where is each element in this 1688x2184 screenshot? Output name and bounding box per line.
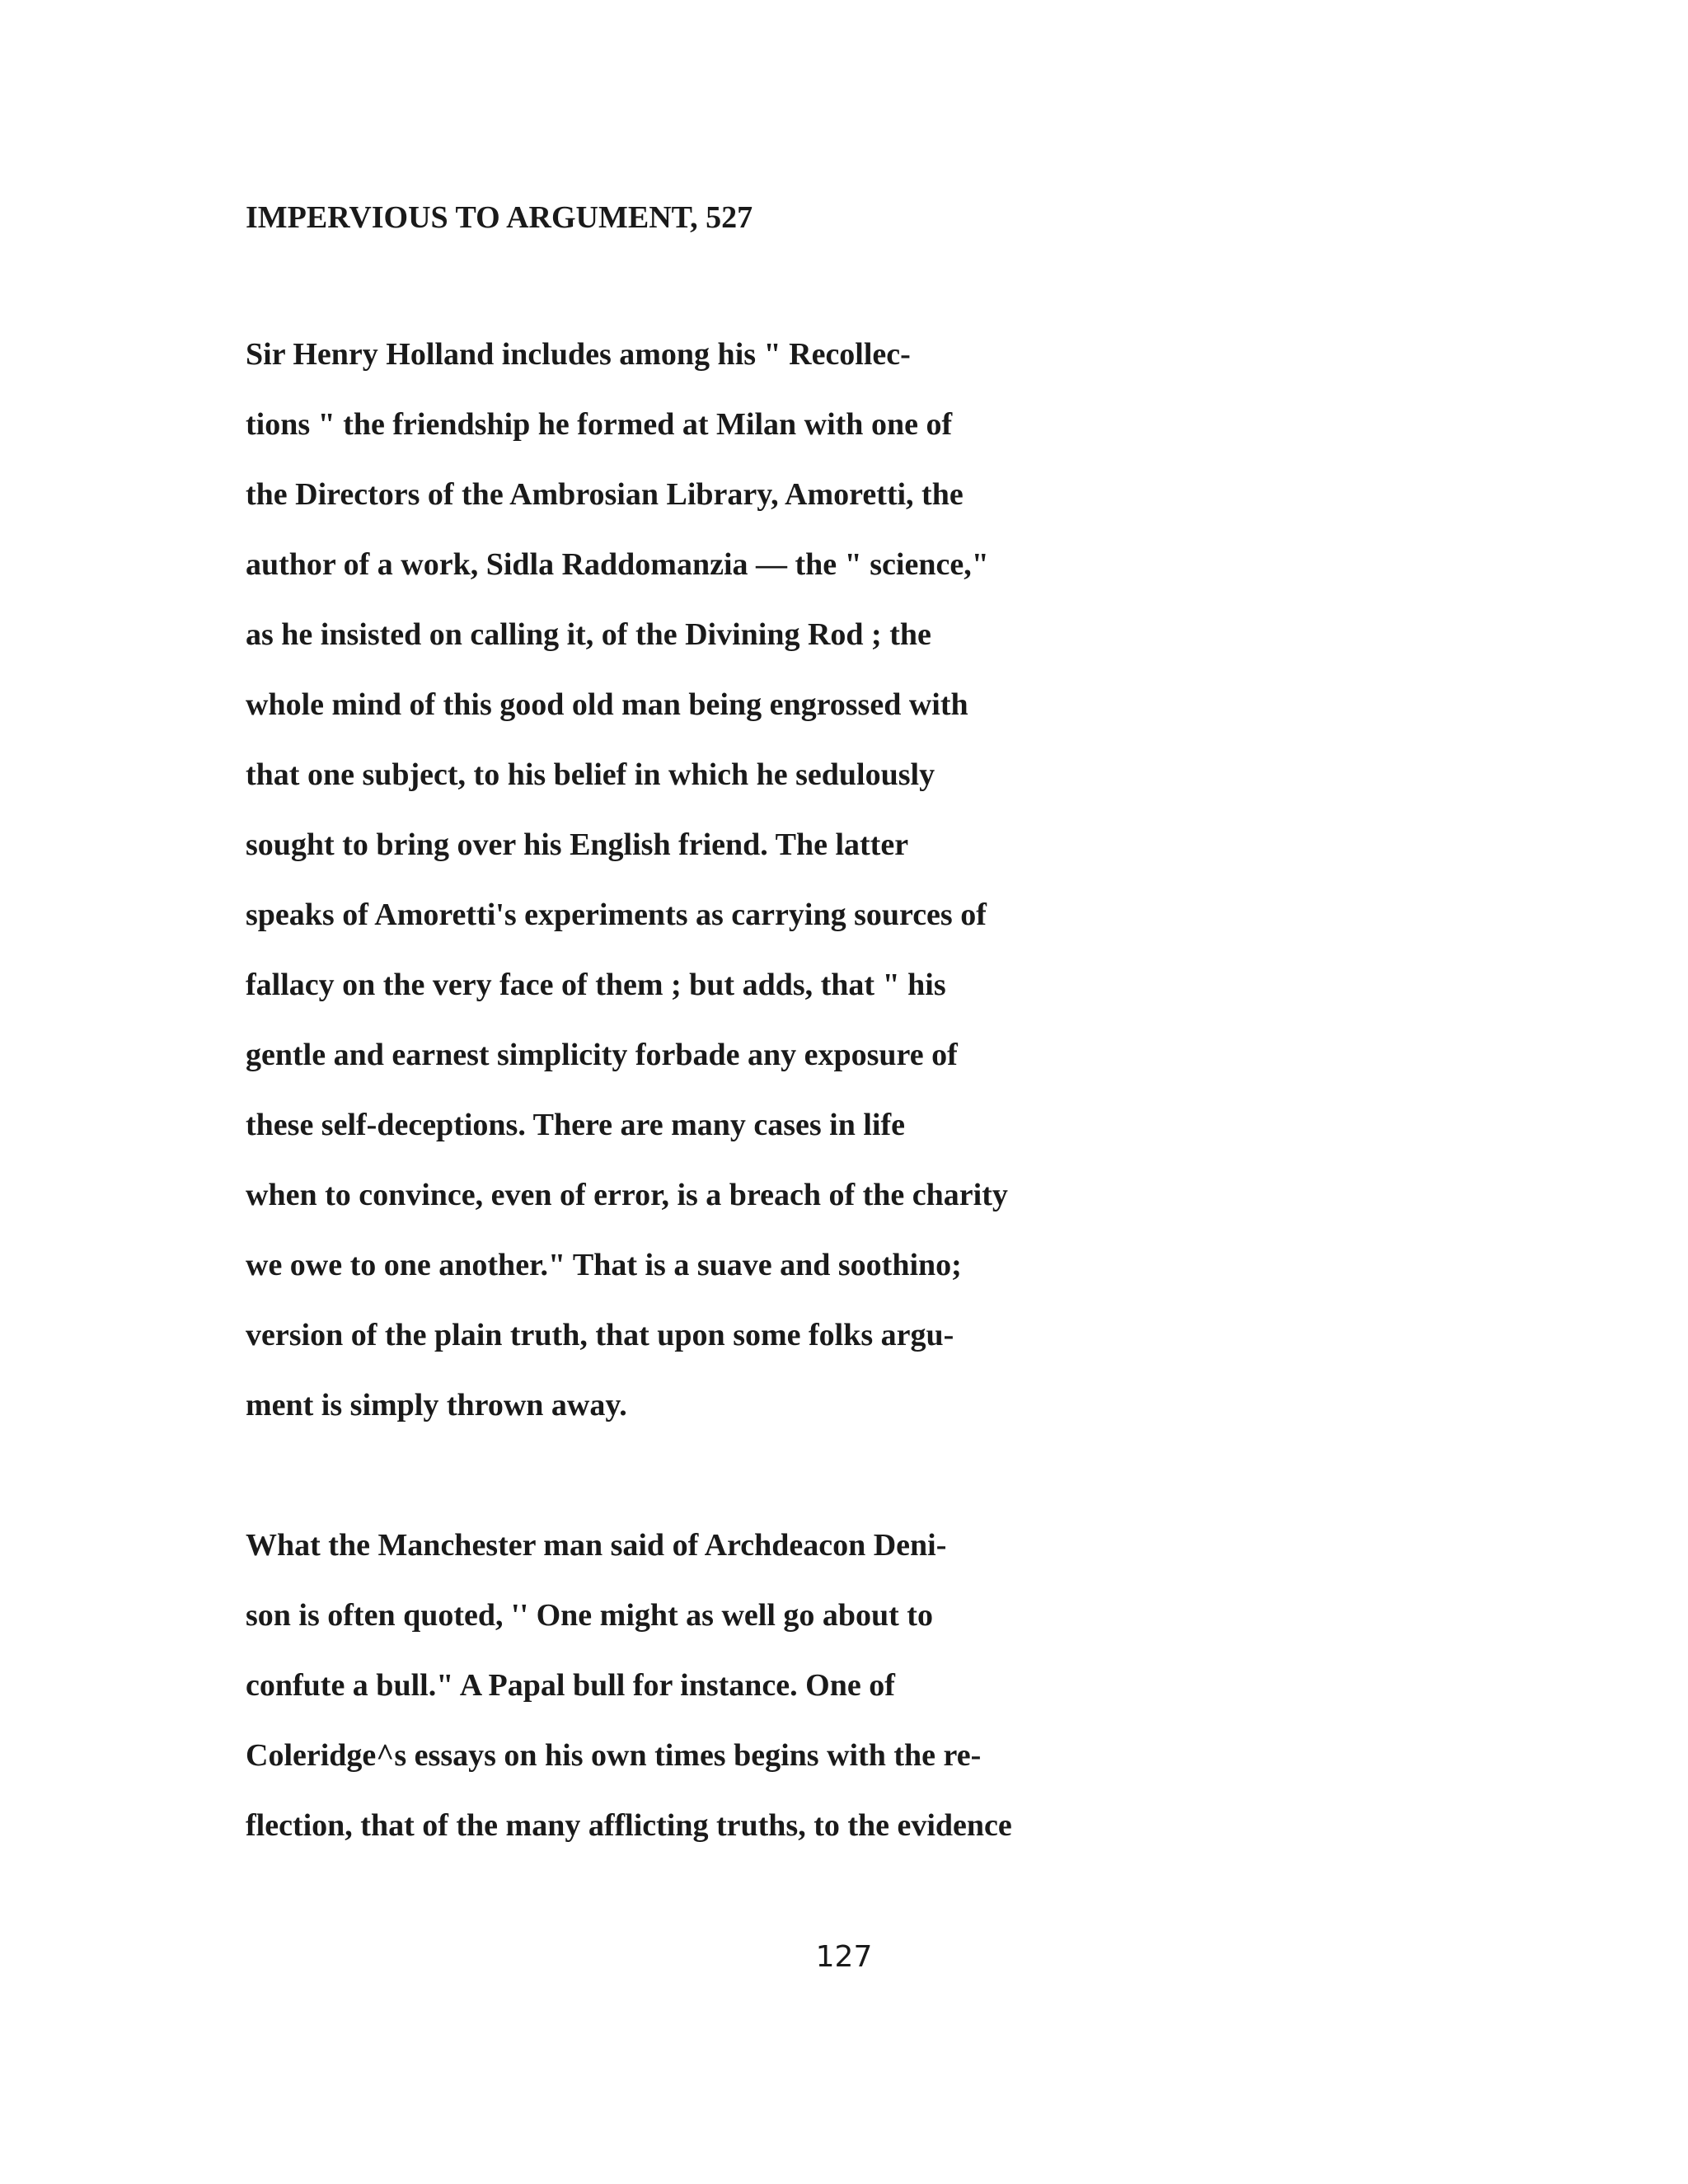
text-line: these self-deceptions. There are many cases in life [246, 1108, 906, 1142]
page-number: 127 [815, 1940, 873, 1974]
text-line: the Directors of the Ambrosian Library, Amoretti, the [246, 477, 964, 512]
text-line: version of the plain truth, that upon some folks argu- [246, 1318, 954, 1352]
text-line: What the Manchester man said of Archdeacon Deni- [246, 1528, 947, 1563]
text-line: confute a bull." A Papal bull for instance. One of [246, 1668, 895, 1703]
text-line: ment is simply thrown away. [246, 1388, 627, 1422]
paragraph-2 [246, 1525, 1012, 1875]
text-line: fallacy on the very face of them ; but adds, that " his [246, 968, 946, 1002]
text-line: author of a work, Sidla Raddomanzia — the " science," [246, 547, 989, 582]
text-line: gentle and earnest simplicity forbade any exposure of [246, 1038, 958, 1072]
text-line: son is often quoted, '' One might as well go about to [246, 1598, 933, 1633]
running-title: IMPERVIOUS TO ARGUMENT, 527 [246, 200, 753, 235]
text-line: speaks of Amoretti's experiments as carrying sources of [246, 898, 987, 932]
text-line: sought to bring over his English friend. The latter [246, 827, 909, 862]
text-line: as he insisted on calling it, of the Divining Rod ; the [246, 617, 931, 652]
text-line: that one subject, to his belief in which he sedulously [246, 757, 935, 792]
text-line: Coleridge^s essays on his own times begins with the re- [246, 1738, 982, 1773]
text-line: tions " the friendship he formed at Milan with one of [246, 407, 953, 442]
text-line: Sir Henry Holland includes among his " Recollec- [246, 337, 911, 372]
text-line: flection, that of the many afflicting truths, to the evidence [246, 1808, 1012, 1843]
paragraph-1 [246, 334, 1008, 1455]
text-line: when to convince, even of error, is a breach of the charity [246, 1178, 1008, 1212]
text-line: we owe to one another." That is a suave and soothino; [246, 1248, 962, 1282]
text-line: whole mind of this good old man being engrossed with [246, 687, 968, 722]
